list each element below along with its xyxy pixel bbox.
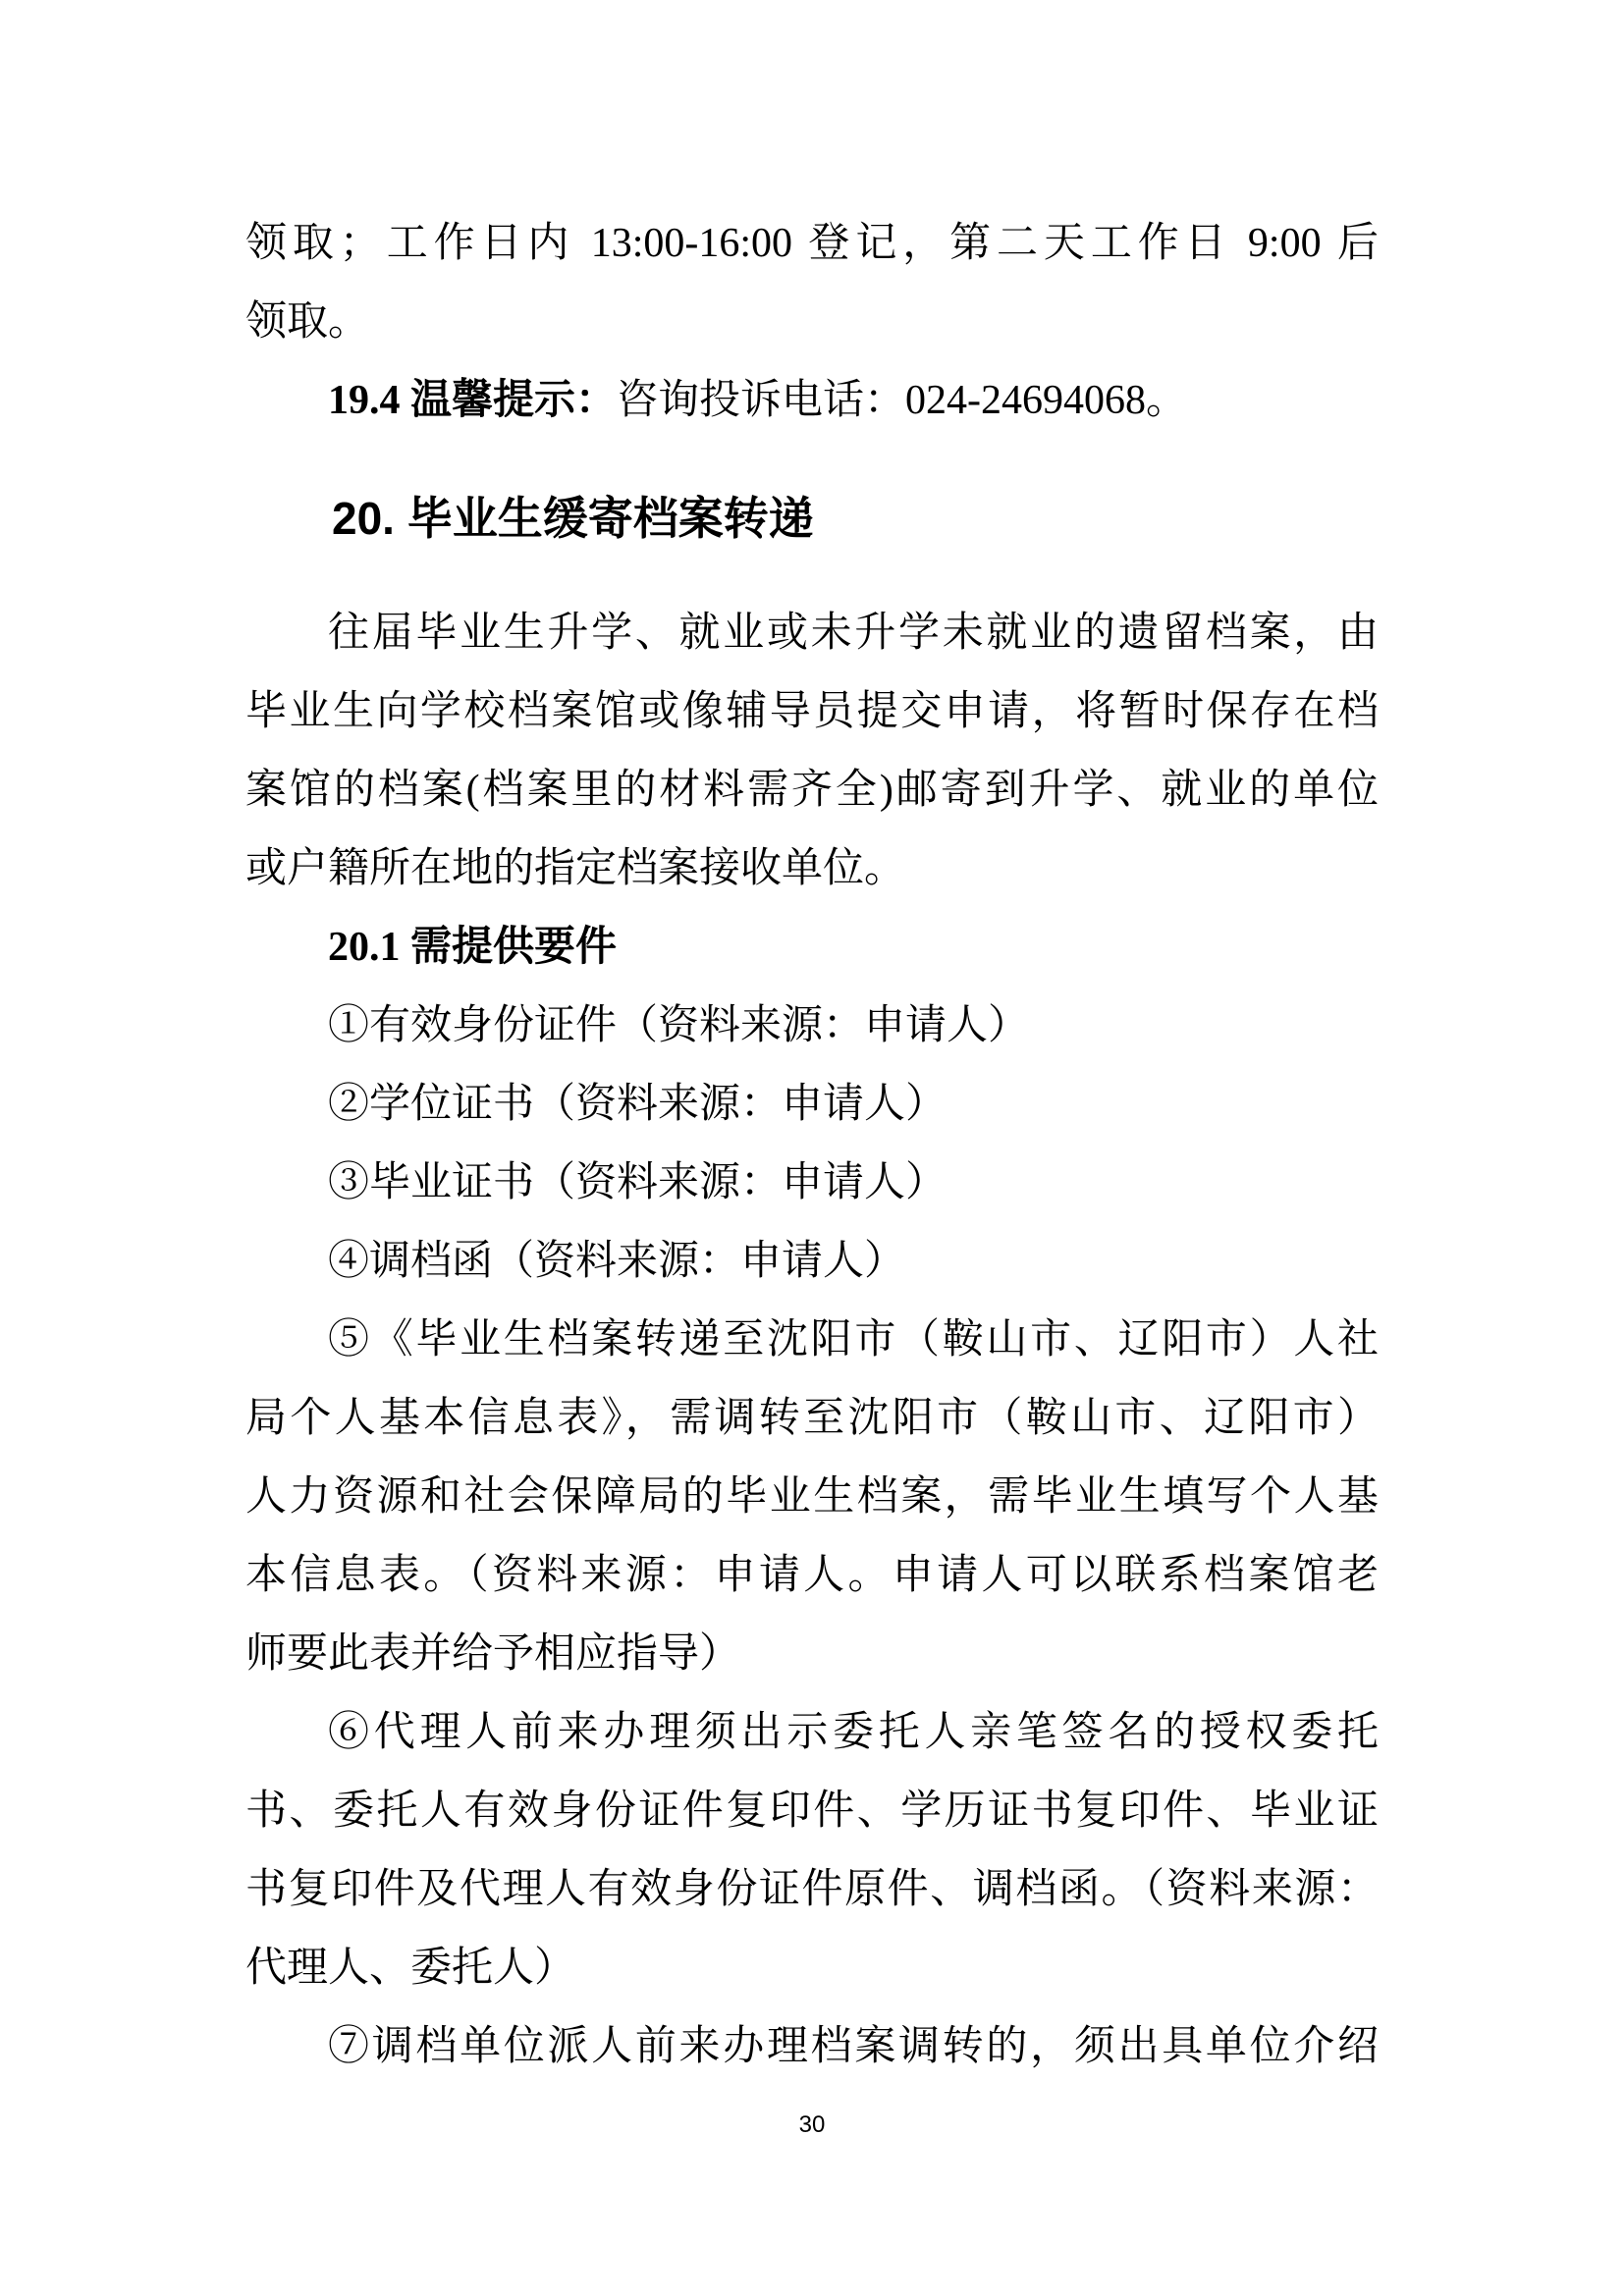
- text-line: ⑥代理人前来办理须出示委托人亲笔签名的授权委托: [328, 1710, 1379, 1755]
- section-heading-20: 20. 毕业生缓寄档案转递: [332, 493, 814, 544]
- text-line: 书复印件及代理人有效身份证件原件、调档函。（资料来源：: [245, 1867, 1379, 1912]
- paragraph-section-20: [245, 594, 1379, 908]
- subheading-20-1: 20.1 需提供要件: [328, 925, 618, 970]
- tip-text: 咨询投诉电话：024-24694068。: [617, 378, 1188, 423]
- text-line: 师要此表并给予相应指导）: [245, 1631, 741, 1677]
- tip-line-19-4: [245, 361, 1379, 440]
- text-line: 往届毕业生升学、就业或未升学未就业的遗留档案，由: [328, 611, 1379, 656]
- text-line: 案馆的档案(档案里的材料需齐全)邮寄到升学、就业的单位: [245, 768, 1379, 813]
- text-line: 局个人基本信息表》，需调转至沈阳市（鞍山市、辽阳市）: [245, 1396, 1379, 1441]
- list-item-5: [245, 1301, 1379, 1693]
- text-line: ①有效身份证件（资料来源：申请人）: [328, 1003, 1030, 1048]
- text-line: 或户籍所在地的指定档案接收单位。: [245, 846, 906, 891]
- text-line: 书、委托人有效身份证件复印件、学历证书复印件、毕业证: [245, 1789, 1379, 1834]
- continuation-paragraph: [245, 204, 1379, 361]
- text-line: 毕业生向学校档案馆或像辅导员提交申请，将暂时保存在档: [245, 689, 1379, 734]
- text-line: 人力资源和社会保障局的毕业生档案，需毕业生填写个人基: [245, 1474, 1379, 1520]
- text-line: 代理人、委托人）: [245, 1946, 576, 1991]
- text-line: ⑦调档单位派人前来办理档案调转的，须出具单位介绍: [328, 2024, 1379, 2069]
- text-line: 领取；工作日内 13:00-16:00 登记，第二天工作日 9:00 后: [245, 221, 1379, 266]
- text-line: ⑤《毕业生档案转递至沈阳市（鞍山市、辽阳市）人社: [328, 1317, 1379, 1362]
- text-line: ②学位证书（资料来源：申请人）: [328, 1082, 947, 1127]
- list-item-7: [245, 2007, 1379, 2086]
- list-item-4: [245, 1222, 1379, 1301]
- page-number: 30: [798, 2111, 826, 2138]
- text-line: 本信息表。（资料来源：申请人。申请人可以联系档案馆老: [245, 1553, 1379, 1598]
- list-item-2: [245, 1065, 1379, 1144]
- tip-label: 19.4 温馨提示：: [328, 378, 618, 423]
- list-item-6: [245, 1693, 1379, 2007]
- list-item-3: [245, 1144, 1379, 1222]
- list-item-1: [245, 987, 1379, 1065]
- text-line: ③毕业证书（资料来源：申请人）: [328, 1160, 947, 1205]
- text-line: 领取。: [245, 299, 370, 345]
- text-line: ④调档函（资料来源：申请人）: [328, 1239, 906, 1284]
